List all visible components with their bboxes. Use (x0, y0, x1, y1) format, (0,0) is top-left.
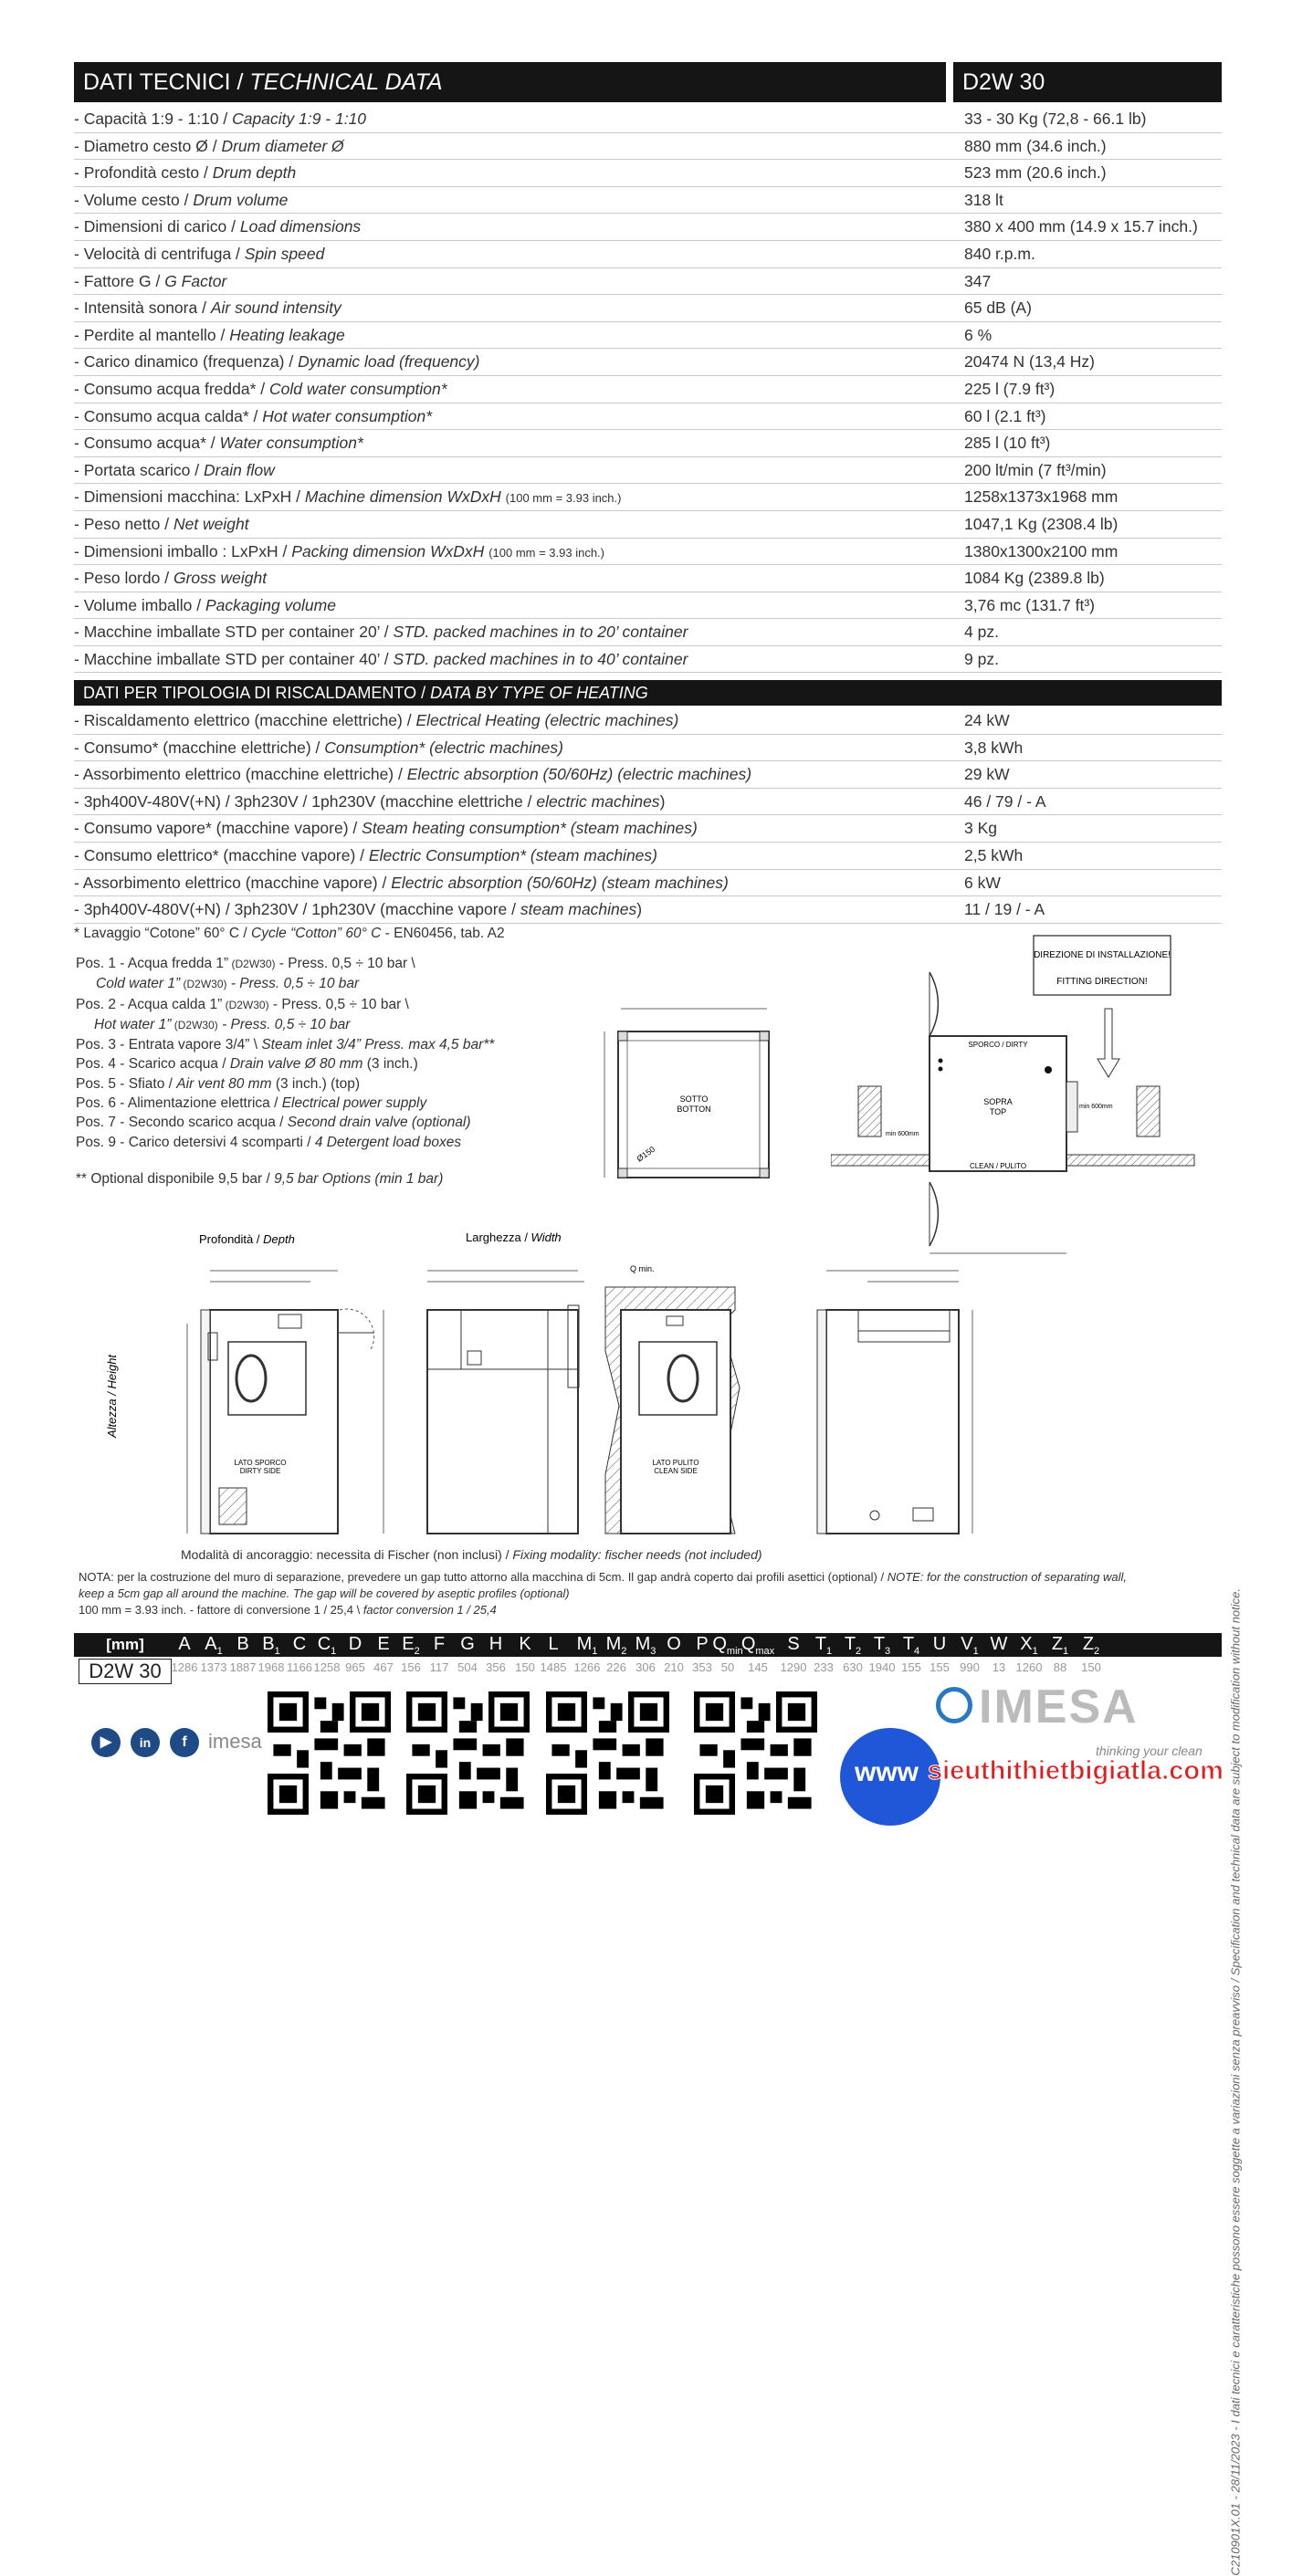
install-direction-en: FITTING DIRECTION! (1056, 977, 1148, 987)
nota-note: NOTA: per la costruzione del muro di separazione, prevedere un gap tutto attorno alla macchina di 5cm. Il gap andrà coperto dai profili asettici (optional) / NOTE: for the construction of separating wall, keep a 5cm gap all around the machine. The gap will be covered by aseptic profiles (optional) 100 mm = 3.93 inch. - fattore di conversione 1 / 25,4 \ factor conversion 1 / 25,4 (79, 1570, 1127, 1617)
tech-value: 840 r.p.m. (964, 244, 1035, 263)
qr-code-3 (546, 1691, 669, 1815)
tech-value: 4 pz. (964, 623, 999, 642)
watermark-www: www (855, 1757, 919, 1787)
tech-value: 285 l (10 ft³) (964, 434, 1051, 453)
tech-row (74, 592, 1222, 620)
dimension-value: 1286 (171, 1660, 198, 1674)
model-name: D2W 30 (962, 68, 1045, 95)
youtube-icon[interactable]: ▶ (91, 1728, 121, 1757)
positions-legend (76, 954, 494, 1189)
dimension-value: 145 (748, 1660, 768, 1674)
tech-value: 6 % (964, 325, 993, 344)
tech-row (74, 430, 1222, 457)
heating-row (74, 870, 1222, 897)
sotto-label: SOTTO (679, 1094, 709, 1104)
tech-row (74, 619, 1222, 646)
tech-row (74, 646, 1222, 674)
tech-label: - Volume imballo / Packaging volume (74, 595, 336, 614)
tech-row (74, 457, 1222, 485)
dimension-value: 233 (814, 1660, 834, 1674)
depth-label: Profondità / Depth (199, 1232, 295, 1246)
pos-2-en: Hot water 1” (D2W30) - Press. 0,5 ÷ 10 bar (94, 1016, 351, 1032)
footer-site[interactable]: imesa (208, 1730, 262, 1753)
tech-label: - Dimensioni macchina: LxPxH / Machine dimension WxDxH (100 mm = 3.93 inch.) (74, 487, 622, 507)
dimension-value: 155 (930, 1660, 950, 1674)
technical-data-header (74, 62, 946, 102)
heating-value: 29 kW (964, 765, 1010, 784)
dimensions-model: D2W 30 (79, 1659, 172, 1684)
heating-row (74, 707, 1222, 735)
tech-label: - Diametro cesto Ø / Drum diameter Ø (74, 136, 344, 155)
tech-label: - Macchine imballate STD per container 20’ / STD. packed machines in to 20’ container (74, 623, 688, 642)
heating-row (74, 843, 1222, 870)
tech-value: 60 l (2.1 ft³) (964, 406, 1046, 425)
dimension-value: 13 (992, 1660, 1006, 1674)
heating-value: 3 Kg (964, 819, 997, 838)
tech-label: - Consumo acqua calda* / Hot water consumption* (74, 406, 433, 425)
heating-row (74, 815, 1222, 843)
tech-row (74, 511, 1222, 539)
dimension-value: 1940 (868, 1660, 896, 1674)
tech-value: 65 dB (A) (964, 298, 1032, 318)
heating-title-en: DATA BY TYPE OF HEATING (430, 683, 648, 702)
tech-row (74, 268, 1222, 296)
height-label: Altezza / Height (105, 1354, 119, 1438)
heating-label: - Riscaldamento elettrico (macchine elettriche) / Electrical Heating (electric machines) (74, 711, 679, 729)
pos-9: Pos. 9 - Carico detersivi 4 scomparti / 4 Detergent load boxes (76, 1134, 462, 1150)
dimension-value: 467 (373, 1660, 394, 1674)
dimension-value: 1485 (540, 1660, 567, 1674)
qr-code-2 (406, 1691, 530, 1815)
heating-label: - 3ph400V-480V(+N) / 3ph230V / 1ph230V (macchine elettriche / electric machines) (74, 791, 666, 811)
facebook-icon[interactable]: f (170, 1728, 199, 1757)
tech-row (74, 106, 1222, 133)
tech-row (74, 403, 1222, 431)
tech-value: 1258x1373x1968 mm (964, 487, 1119, 507)
tech-row (74, 295, 1222, 322)
dimension-value: 630 (843, 1660, 863, 1674)
tech-label: - Consumo acqua* / Water consumption* (74, 434, 363, 453)
dimension-value: 156 (401, 1660, 421, 1674)
tech-label: - Velocità di centrifuga / Spin speed (74, 244, 325, 263)
tech-label: - Fattore G / G Factor (74, 271, 227, 290)
tech-label: - Peso lordo / Gross weight (74, 569, 268, 588)
watermark-text: sieuthithietbigiatla.com (928, 1756, 1224, 1785)
dimension-value: 356 (486, 1660, 506, 1674)
pos-4: Pos. 4 - Scarico acqua / Drain valve Ø 80 mm (3 inch.) (76, 1056, 418, 1073)
dimension-value: 1258 (313, 1660, 341, 1674)
tech-label: - Volume cesto / Drum volume (74, 190, 289, 209)
footnote: * Lavaggio “Cotone” 60° C / Cycle “Cotton” 60° C - EN60456, tab. A2 (74, 926, 505, 941)
heating-row (74, 896, 1222, 924)
dimension-value: 1260 (1015, 1660, 1043, 1674)
qr-code-1 (268, 1691, 391, 1815)
tech-value: 347 (964, 271, 992, 290)
dimension-value: 965 (345, 1660, 365, 1674)
tech-label: - Profondità cesto / Drum depth (74, 163, 297, 183)
bottom-view-drawing (584, 990, 799, 1187)
tech-row (74, 565, 1222, 592)
sopra-label: SOPRA (983, 1097, 1013, 1106)
pos-7: Pos. 7 - Secondo scarico acqua / Second drain valve (optional) (76, 1115, 471, 1131)
tech-label: - Carico dinamico (frequenza) / Dynamic load (frequency) (74, 352, 480, 372)
pos-1: Pos. 1 - Acqua fredda 1” (D2W30) - Press. 0,5 ÷ 10 bar \ (76, 956, 415, 971)
technical-data-table (74, 106, 1222, 673)
dimension-value: 306 (635, 1660, 656, 1674)
tech-value: 33 - 30 Kg (72,8 - 66.1 lb) (964, 110, 1147, 128)
tech-label: - Capacità 1:9 - 1:10 / Capacity 1:9 - 1:10 (74, 110, 367, 128)
clean-side-en: CLEAN SIDE (654, 1467, 698, 1475)
pos-5: Pos. 5 - Sfiato / Air vent 80 mm (3 inch.) (top) (76, 1075, 360, 1092)
heating-value: 24 kW (964, 711, 1010, 729)
tech-row (74, 214, 1222, 241)
heating-value: 3,8 kWh (964, 738, 1024, 757)
dimension-value: 1290 (780, 1660, 807, 1674)
heating-value: 46 / 79 / - A (964, 791, 1046, 811)
elevation-drawings (100, 1223, 1114, 1547)
dimension-value: 990 (960, 1660, 980, 1674)
model-header (953, 62, 1222, 102)
heating-value: 2,5 kWh (964, 845, 1024, 864)
pos-1-en: Cold water 1” (D2W30) - Press. 0,5 ÷ 10 bar (96, 976, 360, 992)
dimension-value: 155 (901, 1660, 921, 1674)
dimension-value: 1887 (229, 1660, 257, 1674)
unit-label: [mm] (106, 1636, 144, 1653)
tech-value: 523 mm (20.6 inch.) (964, 163, 1107, 183)
tech-row (74, 376, 1222, 403)
dimension-value: 50 (720, 1660, 735, 1674)
drain-diameter-label: Ø150 (635, 1144, 657, 1164)
dimension-value: 150 (1081, 1660, 1101, 1674)
tech-value: 1047,1 Kg (2308.4 lb) (964, 514, 1119, 533)
heating-row (74, 789, 1222, 816)
heating-data-table (74, 707, 1222, 924)
dimension-value: 1266 (573, 1660, 601, 1674)
tech-value: 200 lt/min (7 ft³/min) (964, 460, 1107, 479)
dirty-side-en: DIRTY SIDE (239, 1467, 281, 1475)
min600-right: min 600mm (1079, 1104, 1113, 1110)
tech-row (74, 241, 1222, 268)
pos-6: Pos. 6 - Alimentazione elettrica / Electrical power supply (76, 1095, 427, 1112)
header-title-en: TECHNICAL DATA (249, 68, 443, 95)
tech-value: 318 lt (964, 190, 1003, 209)
heating-label: - Consumo vapore* (macchine vapore) / Steam heating consumption* (steam machines) (74, 819, 698, 838)
dimension-value: 1373 (200, 1660, 227, 1674)
brand-tagline: thinking your clean (1096, 1744, 1203, 1758)
top-view-drawing (831, 931, 1224, 1260)
heating-value: 11 / 19 / - A (964, 900, 1045, 919)
tech-row (74, 322, 1222, 350)
dimension-value: 210 (664, 1660, 684, 1674)
tech-label: - Dimensioni imballo : LxPxH / Packing dimension WxDxH (100 mm = 3.93 inch.) (74, 541, 604, 560)
heating-value: 6 kW (964, 873, 1001, 892)
tech-label: - Perdite al mantello / Heating leakage (74, 325, 345, 344)
optional-note: ** Optional disponibile 9,5 bar / 9,5 bar Options (min 1 bar) (76, 1170, 444, 1187)
tech-row (74, 187, 1222, 215)
heating-row (74, 761, 1222, 789)
min600-left: min 600mm (886, 1131, 919, 1137)
tech-value: 880 mm (34.6 inch.) (964, 136, 1107, 155)
brand-name: IMESA (979, 1681, 1139, 1733)
dimension-value: 1968 (257, 1660, 285, 1674)
pos-2: Pos. 2 - Acqua calda 1” (D2W30) - Press. 0,5 ÷ 10 bar \ (76, 996, 409, 1012)
heating-label: - 3ph400V-480V(+N) / 3ph230V / 1ph230V (macchine vapore / steam machines) (74, 900, 643, 919)
linkedin-icon[interactable]: in (131, 1728, 160, 1757)
clean-pulito-label: CLEAN / PULITO (969, 1162, 1027, 1170)
qmin-label: Q min. (630, 1264, 655, 1273)
imesa-logo-icon (936, 1687, 972, 1723)
clean-side-it: LATO PULITO (652, 1459, 699, 1467)
tech-value: 1380x1300x2100 mm (964, 541, 1119, 560)
heating-header (74, 680, 1222, 706)
top-label: TOP (989, 1107, 1007, 1116)
tech-value: 3,76 mc (131.7 ft³) (964, 595, 1095, 614)
tech-row (74, 133, 1222, 161)
heating-label: - Consumo elettrico* (macchine vapore) / Electric Consumption* (steam machines) (74, 845, 657, 864)
heating-label: - Assorbimento elettrico (macchine elettriche) / Electric absorption (50/60Hz) (electric machines) (74, 765, 752, 784)
heating-label: - Assorbimento elettrico (macchine vapore) / Electric absorption (50/60Hz) (steam machines) (74, 873, 729, 892)
anchoring-note: Modalità di ancoraggio: necessita di Fischer (non inclusi) / Fixing modality: fischer needs (not included) (181, 1547, 762, 1562)
dirty-side-it: LATO SPORCO (234, 1459, 287, 1467)
heating-row (74, 735, 1222, 762)
tech-label: - Portata scarico / Drain flow (74, 460, 275, 479)
tech-value: 1084 Kg (2389.8 lb) (964, 569, 1105, 588)
tech-label: - Macchine imballate STD per container 40’ / STD. packed machines in to 40’ container (74, 649, 688, 668)
width-label: Larghezza / Width (466, 1230, 562, 1244)
pos-3: Pos. 3 - Entrata vapore 3/4” \ Steam inlet 3/4” Press. max 4,5 bar** (76, 1037, 495, 1053)
tech-row (74, 484, 1222, 511)
tech-value: 20474 N (13,4 Hz) (964, 352, 1095, 372)
side-note: C210901X.01 - 28/11/2023 - I dati tecnici e caratteristiche possono essere soggette a variazioni senza preavviso / Specification and technical data are subject to modification without notice. (1229, 1588, 1243, 2576)
tech-label: - Consumo acqua fredda* / Cold water consumption* (74, 379, 447, 398)
dimension-value: 1166 (287, 1660, 312, 1674)
header-title: DATI TECNICI / (83, 68, 250, 95)
tech-label: - Intensità sonora / Air sound intensity (74, 298, 341, 318)
install-direction-it: DIREZIONE DI INSTALLAZIONE! (1034, 950, 1171, 960)
heating-label: - Consumo* (macchine elettriche) / Consumption* (electric machines) (74, 738, 563, 757)
dimension-value: 88 (1053, 1660, 1067, 1674)
tech-value: 380 x 400 mm (14.9 x 15.7 inch.) (964, 217, 1198, 236)
tech-row (74, 160, 1222, 187)
dimension-value: 226 (606, 1660, 626, 1674)
dimension-value: 353 (692, 1660, 712, 1674)
dimension-value: 150 (515, 1660, 535, 1674)
tech-label: - Dimensioni di carico / Load dimensions (74, 217, 362, 236)
tech-row (74, 539, 1222, 566)
dimensions-header: [mm] A $A_1$ B $B_1$ C $C_1$ D E $E_2$ F G H K L $M_1$ $M_2$ $M_3$ O P $Q_{min}$ $Q_{max}$ S $T_1$ $T_2$ $T_3$ $T_4$ U $V_1$ W $X_1$ $Z_1$ $Z_2$ (74, 1633, 1222, 1657)
heating-title: DATI PER TIPOLOGIA DI RISCALDAMENTO / (83, 683, 431, 702)
tech-value: 9 pz. (964, 649, 999, 668)
tech-row (74, 349, 1222, 376)
dimension-value: 504 (457, 1660, 478, 1674)
qr-code-4 (694, 1691, 817, 1815)
botton-label: BOTTON (677, 1105, 711, 1114)
dimension-value: 117 (429, 1660, 449, 1674)
tech-value: 225 l (7.9 ft³) (964, 379, 1056, 398)
sporco-dirty-label: SPORCO / DIRTY (968, 1041, 1028, 1049)
tech-label: - Peso netto / Net weight (74, 514, 249, 533)
